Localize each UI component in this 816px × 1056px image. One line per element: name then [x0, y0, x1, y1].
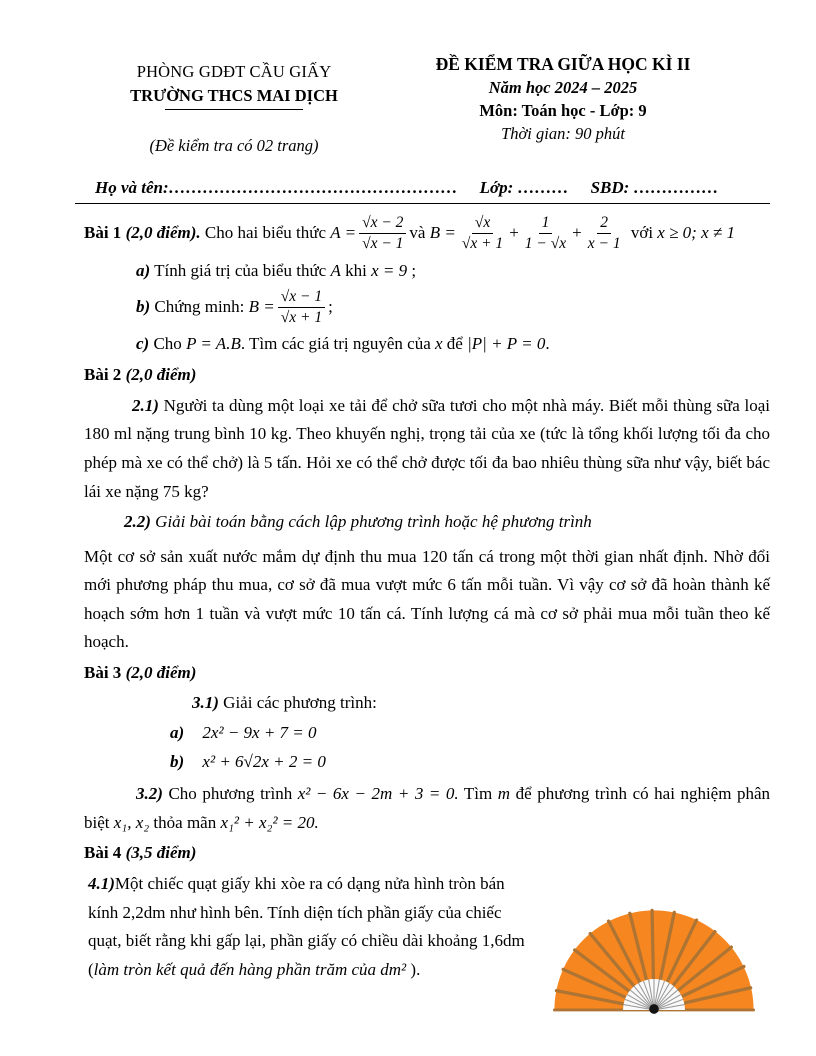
eq-a: 2x² − 9x + 7 = 0 [202, 722, 317, 742]
fraction-B1: $\frac{√x}{√x + 1}$ [461, 214, 504, 252]
bai4-content [84, 870, 770, 1020]
school-year: Năm học 2024 – 2025 [488, 78, 638, 97]
label-22: 2.2) [124, 512, 151, 532]
header-right-block [398, 54, 728, 144]
school-underline [165, 109, 303, 110]
bai2-problem-22-title: 2.2) Giải bài toán bằng cách lập phương trình hoặc hệ phương trình [124, 512, 592, 532]
page-count-note: (Đề kiểm tra có 02 trang) [149, 136, 319, 155]
plus-sign-2: + [572, 223, 582, 243]
bai1-A-lhs: A = [330, 223, 357, 243]
bai2-problem-21: 2.1) Người ta dùng một loại xe tải để chở sữa tươi cho một nhà máy. Biết mỗi thùng sữa loại 180 ml nặng trung bình 10 kg. Theo khuyến nghị, trọng tải của xe (tức là tổng khối lượng tối đa cho phép mà xe có thể chở) là 5 tấn. Hỏi xe có thể chở được tối đa bao nhiêu thùng sữa như vậy, biết bác lái xe nặng 75 kg? [84, 395, 770, 501]
bai2-heading [84, 361, 770, 390]
student-name-field: Họ và tên:…………………………………………… [95, 178, 458, 197]
eq-b: x² + 6√2x + 2 = 0 [202, 752, 326, 772]
fan-figure [538, 870, 770, 1020]
label-41: 4.1) [88, 873, 115, 893]
bai3-problem-31: 3.1) Giải các phương trình: [192, 693, 377, 713]
department-name: PHÒNG GDĐT CẦU GIẤY [136, 62, 332, 81]
student-class-field: Lớp: ……… [479, 178, 569, 197]
header-left-block [84, 54, 384, 156]
label-31: 3.1) [192, 693, 219, 713]
bai1-condition: x ≥ 0; x ≠ 1 [657, 223, 735, 243]
fraction-A: $\frac{√x - 2}{√x - 1}$ [359, 214, 406, 253]
fraction-B3: $\frac{2}{x - 1}$ [587, 214, 621, 252]
bai1-B-lhs: B = [429, 223, 456, 243]
label-32: 3.2) [136, 784, 163, 803]
bai1-with: với [630, 223, 654, 243]
fraction-B2: $\frac{1}{1 - √x}$ [524, 214, 567, 252]
label-21: 2.1) [132, 395, 159, 415]
fan-pivot [649, 1004, 659, 1014]
school-name: TRƯỜNG THCS MAI DỊCH [130, 86, 338, 105]
eq-b-label: b) [170, 752, 185, 772]
bai2-points: (2,0 điểm) [125, 365, 197, 385]
bai4-points: (3,5 điểm) [125, 843, 197, 863]
bai3-problem-32: 3.2) Cho phương trình x² − 6x − 2m + 3 = 0. Tìm m để phương trình có hai nghiệm phân biệt x₁, x₂ thỏa mãn x₁² + x₂² = 20. [84, 784, 771, 832]
student-sbd-field: SBD: …………… [590, 178, 719, 197]
subject-grade: Môn: Toán học - Lớp: 9 [479, 101, 647, 120]
exam-duration: Thời gian: 90 phút [501, 124, 625, 143]
exam-body [84, 214, 770, 1020]
bai3-eq-b [84, 748, 770, 777]
bai1-item-c: c) Cho P = A.B. Tìm các giá trị nguyên của x để |P| + P = 0. [136, 333, 550, 353]
bai2-problem-22-body: Một cơ sở sản xuất nước mắm dự định thu mua 120 tấn cá trong một thời gian nhất định. Nhờ đổi mới phương pháp thu mua, cơ sở đã mua vượt mức 6 tấn mỗi tuần. Vì vậy cơ sở đã hoàn thành kế hoạch sớm hơn 1 tuần và vượt mức 10 tấn cá. Tính lượng cá mà cơ sở phải mua mỗi tuần theo kế hoạch. [84, 546, 770, 652]
bai1-heading-row [84, 214, 770, 253]
student-info-line [75, 178, 770, 204]
bai1-item-b: b) Chứng minh: B = $\frac{√x - 1}{√x + 1}$ ; [136, 288, 333, 326]
bai4-problem-41: 4.1)Một chiếc quạt giấy khi xòe ra có dạng nửa hình tròn bán kính 2,2dm như hình bên. Tính diện tích phần giấy của chiếc quạt, biết rằng khi gấp lại, phần giấy có chiều dài khoảng 1,6dm (làm tròn kết quả đến hàng phần trăm của dm² ). [88, 873, 525, 980]
eq-a-label: a) [170, 722, 185, 742]
item-b-label: b) [136, 297, 151, 317]
bai2-title: Bài 2 [84, 365, 122, 385]
bai3-points: (2,0 điểm) [125, 662, 197, 682]
bai1-item-a: a) Tính giá trị của biểu thức A khi x = 9 ; [136, 260, 417, 280]
bai1-intro: Cho hai biểu thức [204, 223, 326, 243]
bai4-heading [84, 839, 770, 868]
fraction-B-simplified: $\frac{√x - 1}{√x + 1}$ [278, 288, 325, 327]
exam-header [84, 54, 770, 156]
item-a-label: a) [136, 260, 151, 280]
plus-sign-1: + [509, 223, 519, 243]
bai4-title: Bài 4 [84, 843, 122, 863]
bai1-title: Bài 1 [84, 223, 122, 243]
item-c-label: c) [136, 333, 150, 353]
bai1-and: và [409, 223, 426, 243]
bai3-eq-a [84, 719, 770, 748]
bai3-title: Bài 3 [84, 662, 122, 682]
bai1-points: (2,0 điểm). [125, 223, 201, 243]
bai3-heading [84, 659, 770, 688]
exam-title: ĐỀ KIỂM TRA GIỮA HỌC KÌ II [435, 54, 691, 74]
fan-image [538, 882, 770, 1020]
